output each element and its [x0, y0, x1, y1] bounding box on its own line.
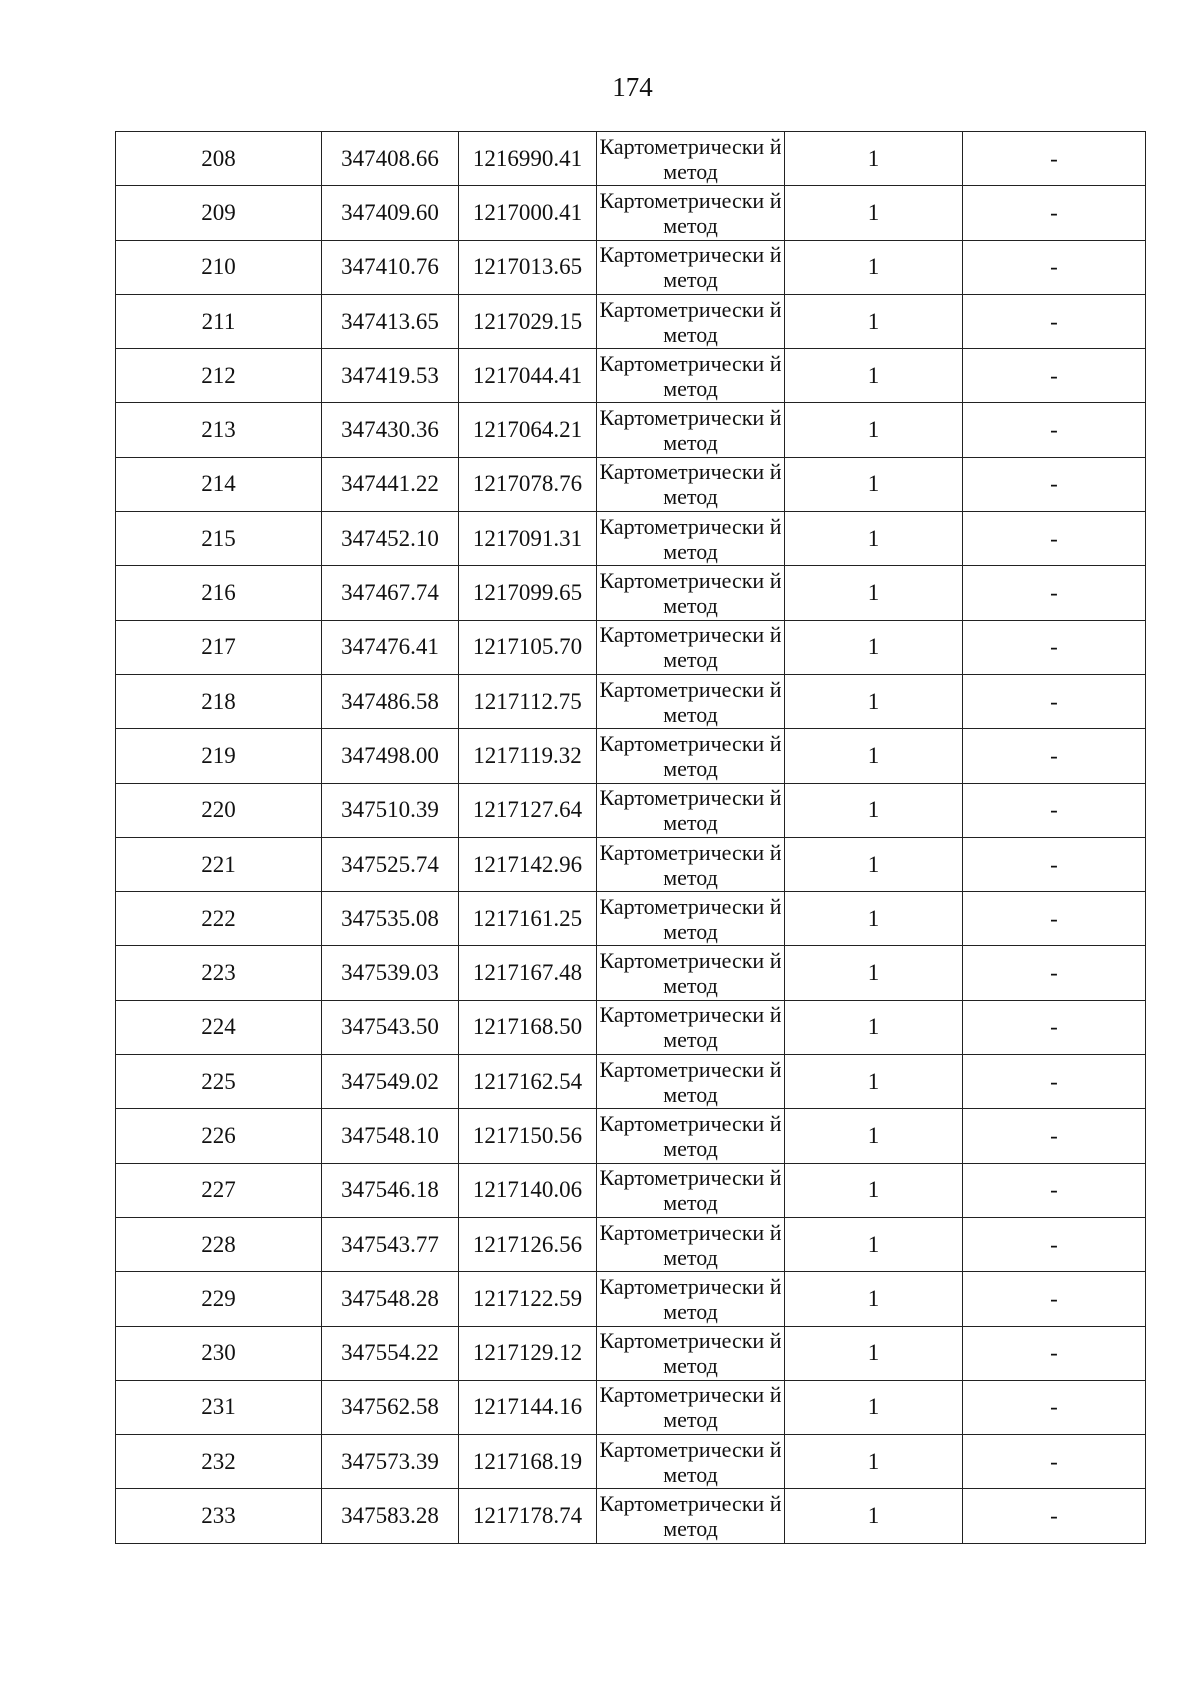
- note-cell: -: [963, 1380, 1146, 1434]
- x-coordinate-cell: 347543.77: [322, 1217, 459, 1271]
- note-cell: -: [963, 837, 1146, 891]
- table-row: [116, 1055, 1146, 1109]
- accuracy-cell: 1: [785, 729, 963, 783]
- accuracy-cell: 1: [785, 946, 963, 1000]
- method-cell: Картометрически й метод: [597, 1489, 785, 1543]
- y-coordinate-cell: 1217122.59: [459, 1272, 597, 1326]
- method-cell: Картометрически й метод: [597, 1326, 785, 1380]
- y-coordinate-cell: 1217168.50: [459, 1000, 597, 1054]
- accuracy-cell: 1: [785, 783, 963, 837]
- table-row: [116, 892, 1146, 946]
- y-coordinate-cell: 1217150.56: [459, 1109, 597, 1163]
- x-coordinate-cell: 347498.00: [322, 729, 459, 783]
- point-number-cell: 212: [116, 349, 322, 403]
- table-row: [116, 1380, 1146, 1434]
- point-number-cell: 220: [116, 783, 322, 837]
- x-coordinate-cell: 347476.41: [322, 620, 459, 674]
- x-coordinate-cell: 347430.36: [322, 403, 459, 457]
- y-coordinate-cell: 1217167.48: [459, 946, 597, 1000]
- table-row: [116, 566, 1146, 620]
- method-cell: Картометрически й метод: [597, 1055, 785, 1109]
- method-cell: Картометрически й метод: [597, 403, 785, 457]
- table-row: [116, 1435, 1146, 1489]
- method-cell: Картометрически й метод: [597, 783, 785, 837]
- x-coordinate-cell: 347562.58: [322, 1380, 459, 1434]
- method-cell: Картометрически й метод: [597, 566, 785, 620]
- method-cell: Картометрически й метод: [597, 1163, 785, 1217]
- accuracy-cell: 1: [785, 132, 963, 186]
- x-coordinate-cell: 347452.10: [322, 512, 459, 566]
- x-coordinate-cell: 347419.53: [322, 349, 459, 403]
- point-number-cell: 210: [116, 240, 322, 294]
- y-coordinate-cell: 1217144.16: [459, 1380, 597, 1434]
- x-coordinate-cell: 347546.18: [322, 1163, 459, 1217]
- note-cell: -: [963, 566, 1146, 620]
- point-number-cell: 222: [116, 892, 322, 946]
- note-cell: -: [963, 1217, 1146, 1271]
- y-coordinate-cell: 1217099.65: [459, 566, 597, 620]
- y-coordinate-cell: 1217119.32: [459, 729, 597, 783]
- method-cell: Картометрически й метод: [597, 1109, 785, 1163]
- accuracy-cell: 1: [785, 1217, 963, 1271]
- table-row: [116, 837, 1146, 891]
- table-row: [116, 1163, 1146, 1217]
- table-row: [116, 512, 1146, 566]
- note-cell: -: [963, 1163, 1146, 1217]
- accuracy-cell: 1: [785, 1000, 963, 1054]
- note-cell: -: [963, 240, 1146, 294]
- table-row: [116, 1000, 1146, 1054]
- y-coordinate-cell: 1217013.65: [459, 240, 597, 294]
- point-number-cell: 227: [116, 1163, 322, 1217]
- x-coordinate-cell: 347510.39: [322, 783, 459, 837]
- accuracy-cell: 1: [785, 1435, 963, 1489]
- x-coordinate-cell: 347539.03: [322, 946, 459, 1000]
- accuracy-cell: 1: [785, 294, 963, 348]
- method-cell: Картометрически й метод: [597, 729, 785, 783]
- method-cell: Картометрически й метод: [597, 186, 785, 240]
- note-cell: -: [963, 1326, 1146, 1380]
- table-row: [116, 729, 1146, 783]
- table-row: [116, 132, 1146, 186]
- point-number-cell: 215: [116, 512, 322, 566]
- accuracy-cell: 1: [785, 837, 963, 891]
- point-number-cell: 219: [116, 729, 322, 783]
- method-cell: Картометрически й метод: [597, 457, 785, 511]
- method-cell: Картометрически й метод: [597, 892, 785, 946]
- x-coordinate-cell: 347535.08: [322, 892, 459, 946]
- y-coordinate-cell: 1217000.41: [459, 186, 597, 240]
- accuracy-cell: 1: [785, 186, 963, 240]
- x-coordinate-cell: 347525.74: [322, 837, 459, 891]
- page-number: 174: [612, 72, 653, 102]
- point-number-cell: 224: [116, 1000, 322, 1054]
- x-coordinate-cell: 347467.74: [322, 566, 459, 620]
- note-cell: -: [963, 403, 1146, 457]
- y-coordinate-cell: 1217029.15: [459, 294, 597, 348]
- accuracy-cell: 1: [785, 349, 963, 403]
- note-cell: -: [963, 1000, 1146, 1054]
- table-row: [116, 620, 1146, 674]
- y-coordinate-cell: 1217105.70: [459, 620, 597, 674]
- point-number-cell: 211: [116, 294, 322, 348]
- accuracy-cell: 1: [785, 674, 963, 728]
- note-cell: -: [963, 1489, 1146, 1543]
- note-cell: -: [963, 783, 1146, 837]
- method-cell: Картометрически й метод: [597, 1000, 785, 1054]
- table-row: [116, 349, 1146, 403]
- method-cell: Картометрически й метод: [597, 1272, 785, 1326]
- point-number-cell: 221: [116, 837, 322, 891]
- accuracy-cell: 1: [785, 1109, 963, 1163]
- table-row: [116, 946, 1146, 1000]
- table-row: [116, 1217, 1146, 1271]
- x-coordinate-cell: 347441.22: [322, 457, 459, 511]
- y-coordinate-cell: 1217064.21: [459, 403, 597, 457]
- note-cell: -: [963, 620, 1146, 674]
- point-number-cell: 213: [116, 403, 322, 457]
- accuracy-cell: 1: [785, 1272, 963, 1326]
- note-cell: -: [963, 349, 1146, 403]
- note-cell: -: [963, 674, 1146, 728]
- y-coordinate-cell: 1217140.06: [459, 1163, 597, 1217]
- method-cell: Картометрически й метод: [597, 240, 785, 294]
- method-cell: Картометрически й метод: [597, 1217, 785, 1271]
- x-coordinate-cell: 347409.60: [322, 186, 459, 240]
- accuracy-cell: 1: [785, 512, 963, 566]
- accuracy-cell: 1: [785, 1489, 963, 1543]
- point-number-cell: 223: [116, 946, 322, 1000]
- accuracy-cell: 1: [785, 1055, 963, 1109]
- method-cell: Картометрически й метод: [597, 674, 785, 728]
- method-cell: Картометрически й метод: [597, 1380, 785, 1434]
- point-number-cell: 231: [116, 1380, 322, 1434]
- x-coordinate-cell: 347548.28: [322, 1272, 459, 1326]
- note-cell: -: [963, 1109, 1146, 1163]
- note-cell: -: [963, 892, 1146, 946]
- note-cell: -: [963, 1272, 1146, 1326]
- x-coordinate-cell: 347413.65: [322, 294, 459, 348]
- note-cell: -: [963, 1435, 1146, 1489]
- coordinates-table-body: [116, 132, 1146, 1544]
- coordinates-table: [115, 131, 1146, 1544]
- y-coordinate-cell: 1217127.64: [459, 783, 597, 837]
- table-row: [116, 186, 1146, 240]
- x-coordinate-cell: 347548.10: [322, 1109, 459, 1163]
- accuracy-cell: 1: [785, 1163, 963, 1217]
- table-row: [116, 1326, 1146, 1380]
- point-number-cell: 218: [116, 674, 322, 728]
- x-coordinate-cell: 347543.50: [322, 1000, 459, 1054]
- method-cell: Картометрически й метод: [597, 946, 785, 1000]
- table-row: [116, 294, 1146, 348]
- accuracy-cell: 1: [785, 620, 963, 674]
- note-cell: -: [963, 457, 1146, 511]
- note-cell: -: [963, 186, 1146, 240]
- y-coordinate-cell: 1217168.19: [459, 1435, 597, 1489]
- point-number-cell: 230: [116, 1326, 322, 1380]
- method-cell: Картометрически й метод: [597, 1435, 785, 1489]
- y-coordinate-cell: 1217091.31: [459, 512, 597, 566]
- x-coordinate-cell: 347573.39: [322, 1435, 459, 1489]
- table-row: [116, 674, 1146, 728]
- method-cell: Картометрически й метод: [597, 132, 785, 186]
- method-cell: Картометрически й метод: [597, 620, 785, 674]
- x-coordinate-cell: 347486.58: [322, 674, 459, 728]
- point-number-cell: 232: [116, 1435, 322, 1489]
- table-row: [116, 1109, 1146, 1163]
- accuracy-cell: 1: [785, 1380, 963, 1434]
- table-row: [116, 1489, 1146, 1543]
- note-cell: -: [963, 132, 1146, 186]
- y-coordinate-cell: 1217112.75: [459, 674, 597, 728]
- note-cell: -: [963, 946, 1146, 1000]
- y-coordinate-cell: 1217126.56: [459, 1217, 597, 1271]
- method-cell: Картометрически й метод: [597, 837, 785, 891]
- point-number-cell: 228: [116, 1217, 322, 1271]
- y-coordinate-cell: 1217162.54: [459, 1055, 597, 1109]
- table-row: [116, 783, 1146, 837]
- x-coordinate-cell: 347549.02: [322, 1055, 459, 1109]
- method-cell: Картометрически й метод: [597, 512, 785, 566]
- table-row: [116, 1272, 1146, 1326]
- method-cell: Картометрически й метод: [597, 294, 785, 348]
- point-number-cell: 217: [116, 620, 322, 674]
- x-coordinate-cell: 347410.76: [322, 240, 459, 294]
- table-row: [116, 457, 1146, 511]
- y-coordinate-cell: 1217161.25: [459, 892, 597, 946]
- note-cell: -: [963, 294, 1146, 348]
- accuracy-cell: 1: [785, 240, 963, 294]
- point-number-cell: 225: [116, 1055, 322, 1109]
- accuracy-cell: 1: [785, 1326, 963, 1380]
- table-row: [116, 240, 1146, 294]
- x-coordinate-cell: 347554.22: [322, 1326, 459, 1380]
- accuracy-cell: 1: [785, 892, 963, 946]
- note-cell: -: [963, 512, 1146, 566]
- y-coordinate-cell: 1217142.96: [459, 837, 597, 891]
- point-number-cell: 229: [116, 1272, 322, 1326]
- y-coordinate-cell: 1217129.12: [459, 1326, 597, 1380]
- note-cell: -: [963, 1055, 1146, 1109]
- point-number-cell: 214: [116, 457, 322, 511]
- table-row: [116, 403, 1146, 457]
- point-number-cell: 216: [116, 566, 322, 620]
- method-cell: Картометрически й метод: [597, 349, 785, 403]
- accuracy-cell: 1: [785, 566, 963, 620]
- accuracy-cell: 1: [785, 457, 963, 511]
- y-coordinate-cell: 1217078.76: [459, 457, 597, 511]
- y-coordinate-cell: 1217044.41: [459, 349, 597, 403]
- y-coordinate-cell: 1217178.74: [459, 1489, 597, 1543]
- note-cell: -: [963, 729, 1146, 783]
- point-number-cell: 209: [116, 186, 322, 240]
- x-coordinate-cell: 347583.28: [322, 1489, 459, 1543]
- x-coordinate-cell: 347408.66: [322, 132, 459, 186]
- point-number-cell: 233: [116, 1489, 322, 1543]
- point-number-cell: 226: [116, 1109, 322, 1163]
- accuracy-cell: 1: [785, 403, 963, 457]
- point-number-cell: 208: [116, 132, 322, 186]
- y-coordinate-cell: 1216990.41: [459, 132, 597, 186]
